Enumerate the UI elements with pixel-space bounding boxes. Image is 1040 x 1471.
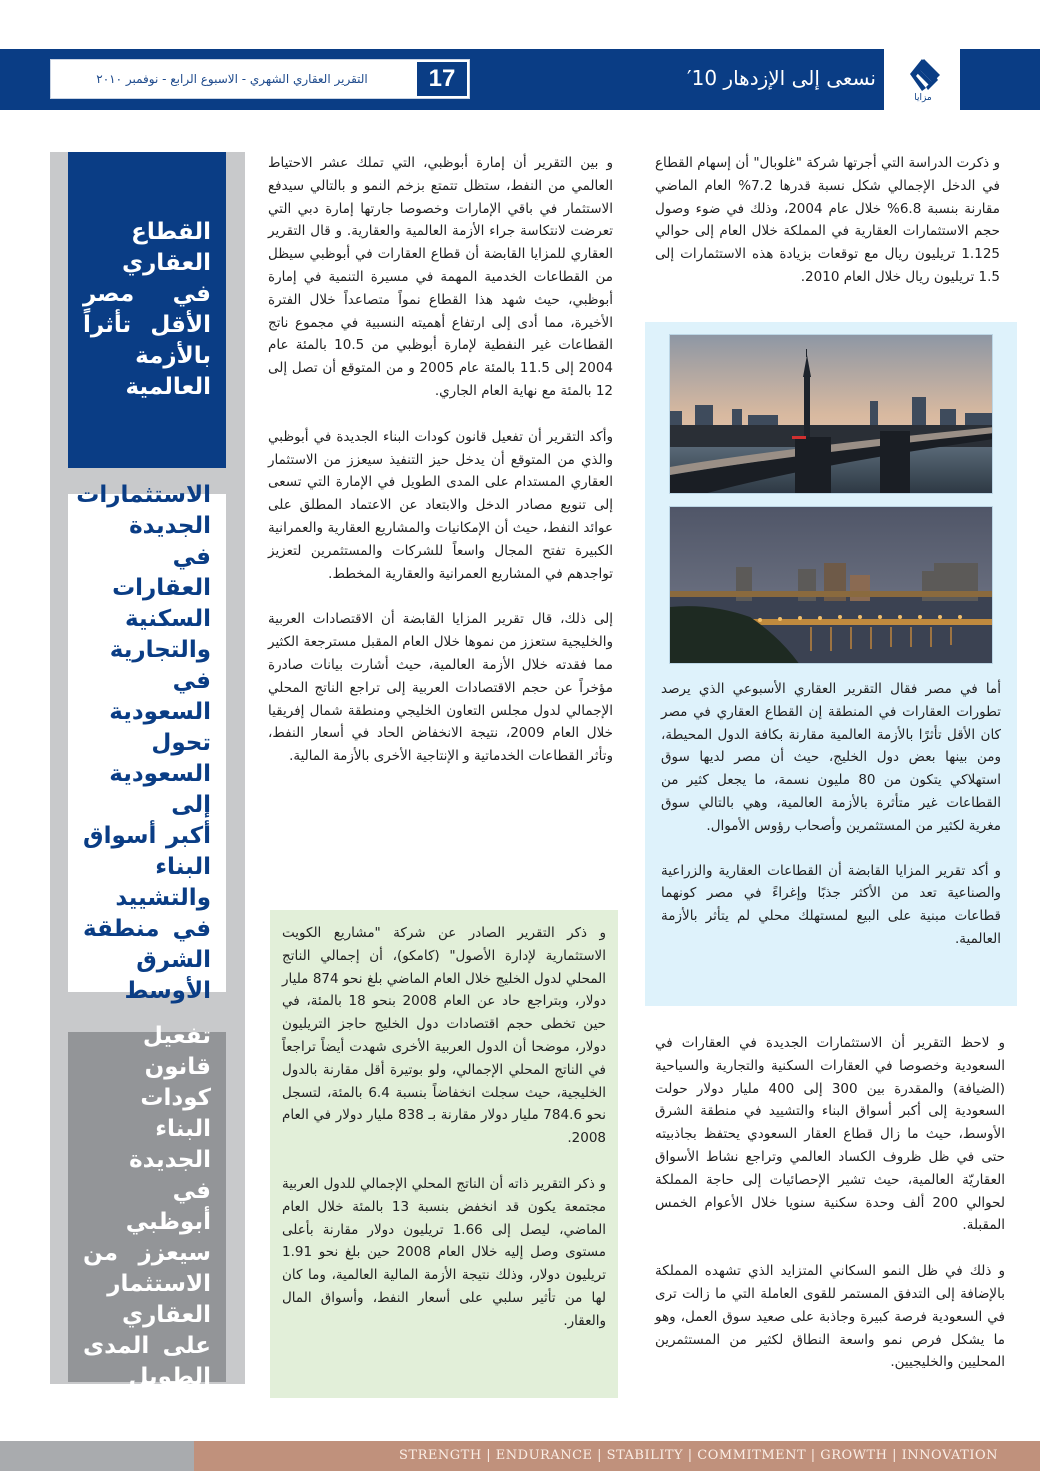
right-column-body xyxy=(655,1032,1005,1397)
header-bar-right xyxy=(960,49,1040,110)
logo-diamond-icon xyxy=(896,55,948,93)
right-column-intro xyxy=(655,152,1000,289)
footer-values-bar xyxy=(194,1441,1040,1471)
pullquote-abudhabi xyxy=(68,1023,226,1390)
pullquote-saudi xyxy=(68,481,226,1004)
logo-text: مزايا xyxy=(914,93,932,103)
mazaya-logo xyxy=(884,49,960,110)
page-footer xyxy=(0,1441,1040,1471)
article-paragraph: و ذلك في ظل النمو السكاني المتزايد الذي تشهده المملكة بالإضافة إلى التدفق المستمر للقوى العاملة التي ما زالت ترى في السعودية فرصة كبيرة وجاذبة على صعيد سوق العمل، وهو ما يشكل فرص نمو واسعة النطاق لكثير من المستثمرين المحليين والخليجيين. xyxy=(655,1263,1005,1371)
page-header xyxy=(0,49,1040,110)
pullquote-egypt xyxy=(68,152,226,468)
article-paragraph: و لاحظ التقرير أن الاستثمارات الجديدة في العقارات في السعودية وخصوصا في العقارات السكنية والتجارية والسياحية (الضيافة) والمقدرة بين 300 إلى 400 مليار دولار حولت السعودية إلى أكبر أسواق البناء والتشييد في منطقة الشرق الأوسط، حيث ما زال قطاع العقار السعودي يحتفظ بجاذبيته حتى في ظل ظروف الكساد العالمي وتراجع نشاط الأسواق العقاريّة العالمية، حيث تشير الإحصائيات إلى حاجة المملكة لحوالي 200 ألف وحدة سكنية سنويا خلال الأعوام الخمس المقبلة. xyxy=(655,1035,1006,1234)
article-paragraph: و بين التقرير أن إمارة أبوظبي، التي تملك عشر الاحتياط العالمي من النفط، ستظل تتمتع بزخم النمو و بالتالي سيدفع الاستثمار في باقي الإمارات وخصوصا جارتها إمارة دبي التي تعرضت لانتكاسة جراء الأزمة العالمية والعقارية. و قال التقرير العقاري للمزايا القابضة أن قطاع العقارات في أبوظبي سيظل من القطاعات الخدمية المهمة في مسيرة التنمية في إمارة أبوظبي، حيث شهد هذا القطاع نمواً متصاعداً خلال الفترة الأخيرة، مما أدى إلى ارتفاع أهميته النسبية في مجموع ناتج القطاعات غير النفطية لإمارة أبوظبي من 10.5 بالمئة عام 2004 إلى 11.5 بالمئة عام 2005 و من المتوقع أن تصل إلى 12 بالمئة مع نهاية العام الجاري. xyxy=(268,155,613,399)
pullquote-egypt-text: القطاع العقاري في مصر الأقل تأثراً بالأزمة العالمية xyxy=(83,219,211,400)
report-title: التقرير العقاري الشهري - الاسبوع الرابع - نوفمبر ٢٠١٠ xyxy=(96,72,368,86)
highlight-paragraph: أما في مصر فقال التقرير العقاري الأسبوعي الذي يرصد تطورات العقارات في المنطقة إن القطاع العقاري في مصر كان الأقل تأثرًا بالأزمة العالمية مقارنة بكافة الدول المحيطة، ومن بينها بعض دول الخليج، حيث أن مصر لديها سوق استهلاكي يتكون من 80 مليون نسمة، ما يجعل كثير من القطاعات غير متأثرة بالأزمة العالمية، وهي بالتالي سوق مغرية لكثير من المستثمرين وأصحاب رؤوس الأموال. xyxy=(661,681,1001,834)
page-number: 17 xyxy=(417,62,467,96)
kamco-highlight-box xyxy=(270,910,618,1398)
sidebar xyxy=(50,152,245,1390)
article-paragraph: وأكد التقرير أن تفعيل قانون كودات البناء الجديدة في أبوظبي والذي من المتوقع أن يدخل حيز التنفيذ سيعزز من الاستثمار العقاري المستدام على المدى الطويل في الإمارة التي تسعى إلى تنويع مصادر الدخل والابتعاد عن الاعتماد المطلق على عوائد النفط، حيث أن الإمكانيات والمشاريع العقارية والعمرانية الكبيرة تفتح المجال واسعاً للشركات والمستثمرين لتعزيز تواجدهم في المشاريع العمرانية والعقارية المخطط. xyxy=(268,428,613,582)
footer-values-text: STRENGTH | ENDURANCE | STABILITY | COMMITMENT | GROWTH | INNOVATION xyxy=(399,1448,998,1463)
footer-gray-block xyxy=(0,1441,194,1471)
article-paragraph: و ذكرت الدراسة التي أجرتها شركة "غلوبال" أن إسهام القطاع في الدخل الإجمالي شكل نسبة قدرها 7.2% العام الماضي مقارنة بنسبة 6.8% خلال عام 2004، وذلك في ضوء وصول حجم الاستثمارات العقارية في المملكة خلال العام إلى حوالي 1.125 تريليون ريال مع توقعات بزيادة هذه الاستثمارات إلى 1.5 تريليون ريال خلال العام 2010. xyxy=(655,155,1000,285)
report-title-box xyxy=(50,59,470,99)
egypt-highlight-box xyxy=(645,322,1017,1006)
middle-column xyxy=(268,152,613,791)
slogan: نسعى إلى الإزدهار 10′ xyxy=(687,66,876,90)
pullquote-saudi-text: الاستثمارات الجديدة في العقارات السكنية والتجارية في السعودية تحول السعودية إلى أكبر أسواق البناء والتشييد في منطقة الشرق الأوسط xyxy=(76,481,211,1004)
header-bar xyxy=(0,49,884,110)
cairo-skyline-image xyxy=(670,335,993,494)
cairo-tower-photo xyxy=(669,334,993,494)
pullquote-abudhabi-text: تفعيل قانون كودات البناء الجديدة في أبوظبي سيعزز من الاستثمار العقاري على المدى الطويل xyxy=(83,1023,211,1390)
article-paragraph: إلى ذلك، قال تقرير المزايا القابضة أن الاقتصادات العربية والخليجية ستعزز من نموها خلال العام المقبل مسترجعة الكثير مما فقدته خلال الأزمة العالمية، حيث أشارت بيانات صادرة مؤخراً عن حجم الاقتصادات العربية إلى تراجع الناتج المحلي الإجمالي لدول مجلس التعاون الخليجي ومنطقة شمال إفريقيا خلال العام 2009، نتيجة الانخفاض الحاد في أسعار النفط، وتأثر القطاعات الخدماتية و الإنتاجية الأخرى بالأزمة المالية. xyxy=(268,611,614,765)
highlight-paragraph: و أكد تقرير المزايا القابضة أن القطاعات العقارية والزراعية والصناعية تعد من الأكثر جذبًا وإغراءً في مصر كونهما قطاعات مبنية على البيع لمستهلك محلي لم يتأثر بالأزمة العالمية. xyxy=(661,862,1001,947)
highlight-paragraph: و ذكر التقرير الصادر عن شركة "مشاريع الكويت الاستثمارية لإدارة الأصول" (كامكو)، أن إجمالي الناتج المحلي لدول الخليج خلال العام الماضي بلغ نحو 874 مليار دولار، وبتراجع حاد عن العام 2008 بنحو 18 بالمئة، في حين تخطى حجم اقتصادات دول الخليج حاجز التريليون دولار، موضحا أن الدول العربية الأخرى شهدت أيضاً تراجعاً في الناتج المحلي الإجمالي، ولو بوتيرة أقل مقارنة بالدول الخليجية، حيث سجلت انخفاضاً بنسبة 6.4 بالمئة، لتسجل نحو 784.6 مليار دولار مقارنة بـ 838 مليار دولار في العام 2008. xyxy=(282,925,607,1147)
nile-night-photo xyxy=(669,506,993,664)
highlight-paragraph: و ذكر التقرير ذاته أن الناتج المحلي الإجمالي للدول العربية مجتمعة يكون قد انخفض بنسبة 13 بالمئة خلال العام الماضي، ليصل إلى 1.66 تريليون دولار مقارنة بأعلى مستوى وصل إليه خلال العام 2008 حين بلغ نحو 1.91 تريليون دولار، وذلك نتيجة الأزمة المالية العالمية، وما كان لها من تأثير سلبي على أسعار النفط، وأسواق المال والعقار. xyxy=(282,1175,606,1329)
nile-night-image xyxy=(670,507,993,664)
